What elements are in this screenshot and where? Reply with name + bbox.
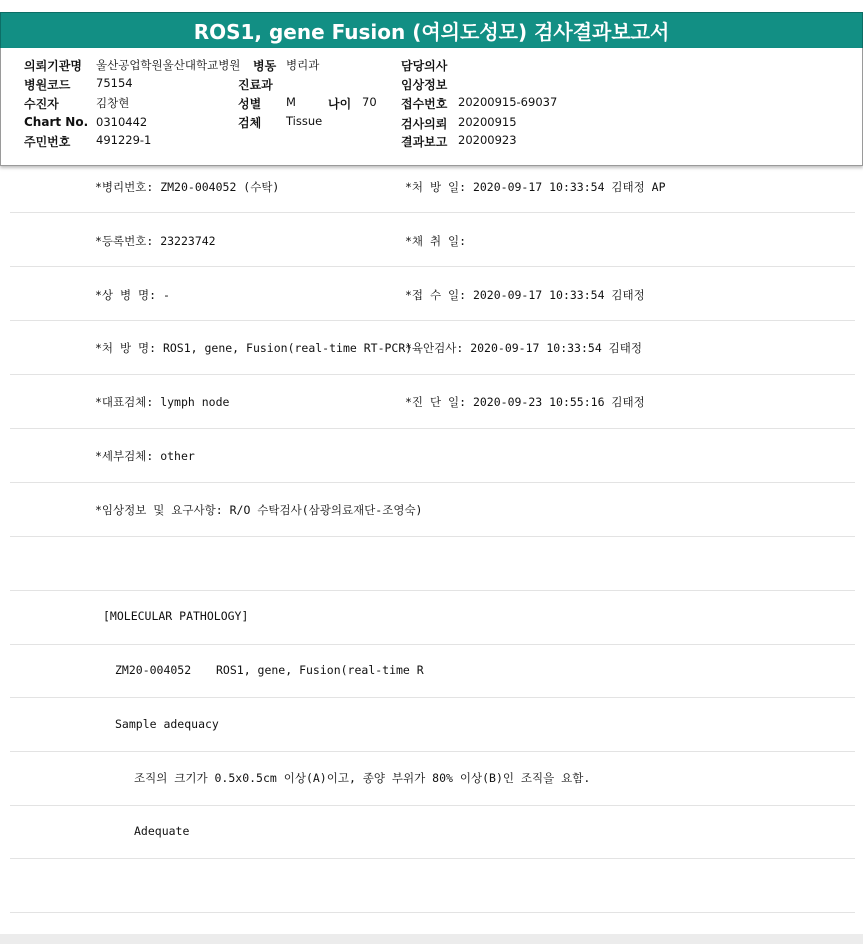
report-title-bar	[0, 12, 863, 49]
row-divider	[10, 912, 855, 913]
institution-label: 의뢰기관명	[24, 59, 82, 73]
report-date-label: 결과보고	[401, 135, 448, 149]
chart-no-label: Chart No.	[24, 115, 89, 129]
hospital-code-value: 75154	[96, 76, 133, 90]
section-header: [MOLECULAR PATHOLOGY]	[103, 609, 249, 623]
diagnosis-date: *진 단 일: 2020-09-23 10:55:16 김태정	[405, 395, 645, 409]
main-specimen: *대표검체: lymph node	[95, 395, 230, 409]
ward-label: 병동	[253, 59, 277, 73]
request-label: 검사의뢰	[401, 117, 448, 131]
patient-label: 수진자	[24, 97, 59, 111]
test-id: ZM20-004052	[115, 663, 192, 677]
row-divider	[10, 320, 855, 321]
patient-value: 김창현	[96, 96, 130, 110]
dept-label: 진료과	[238, 78, 273, 92]
prescribe-date: *처 방 일: 2020-09-17 10:33:54 김태정 AP	[405, 180, 666, 194]
ward-value: 병리과	[286, 58, 320, 72]
chart-no-value: 0310442	[96, 115, 148, 129]
receipt-date: *접 수 일: 2020-09-17 10:33:54 김태정	[405, 288, 645, 302]
gross-exam-date: *육안검사: 2020-09-17 10:33:54 김태정	[405, 341, 643, 355]
clinical-request: *임상정보 및 요구사항: R/O 수탁검사(삼광의료재단-조영숙)	[95, 503, 423, 517]
sub-specimen: *세부검체: other	[95, 449, 195, 463]
adequacy-result: Adequate	[134, 824, 190, 838]
row-divider	[10, 590, 855, 591]
institution-value: 울산공업학원울산대학교병원	[96, 58, 241, 72]
report-title: ROS1, gene Fusion (여의도성모) 검사결과보고서	[193, 20, 670, 44]
age-value: 70	[362, 95, 377, 109]
row-divider	[10, 805, 855, 806]
collection-date: *채 취 일:	[405, 234, 467, 248]
test-name: ROS1, gene, Fusion(real-time R	[216, 663, 424, 677]
hospital-code-label: 병원코드	[24, 78, 71, 92]
registration-number: *등록번호: 23223742	[95, 234, 216, 248]
rrn-value: 491229-1	[96, 133, 152, 147]
row-divider	[10, 212, 855, 213]
rrn-label: 주민번호	[24, 135, 71, 149]
disease-name: *상 병 명: -	[95, 288, 170, 302]
row-divider	[10, 428, 855, 429]
receipt-no-label: 접수번호	[401, 97, 448, 111]
request-value: 20200915	[458, 115, 517, 129]
prescription-name: *처 방 명: ROS1, gene, Fusion(real-time RT-PCR)	[95, 341, 413, 355]
row-divider	[10, 644, 855, 645]
report-date-value: 20200923	[458, 133, 517, 147]
clinical-info-label: 임상정보	[401, 78, 448, 92]
bottom-scroll-area	[0, 934, 863, 944]
row-divider	[10, 266, 855, 267]
receipt-no-value: 20200915-69037	[458, 95, 558, 109]
patient-info-panel	[0, 48, 863, 166]
adequacy-criteria: 조직의 크기가 0.5x0.5cm 이상(A)이고, 종양 부위가 80% 이상(B)인 조직을 요함.	[134, 771, 591, 785]
sex-value: M	[286, 95, 296, 109]
row-divider	[10, 482, 855, 483]
row-divider	[10, 697, 855, 698]
age-label: 나이	[328, 97, 352, 111]
row-divider	[10, 536, 855, 537]
row-divider	[10, 751, 855, 752]
row-divider	[10, 374, 855, 375]
adequacy-label: Sample adequacy	[115, 717, 219, 731]
pathology-number: *병리번호: ZM20-004052 (수탁)	[95, 180, 280, 194]
specimen-value: Tissue	[286, 114, 323, 128]
doctor-label: 담당의사	[401, 59, 448, 73]
sex-label: 성별	[238, 97, 262, 111]
specimen-label: 검체	[238, 116, 262, 130]
row-divider	[10, 858, 855, 859]
